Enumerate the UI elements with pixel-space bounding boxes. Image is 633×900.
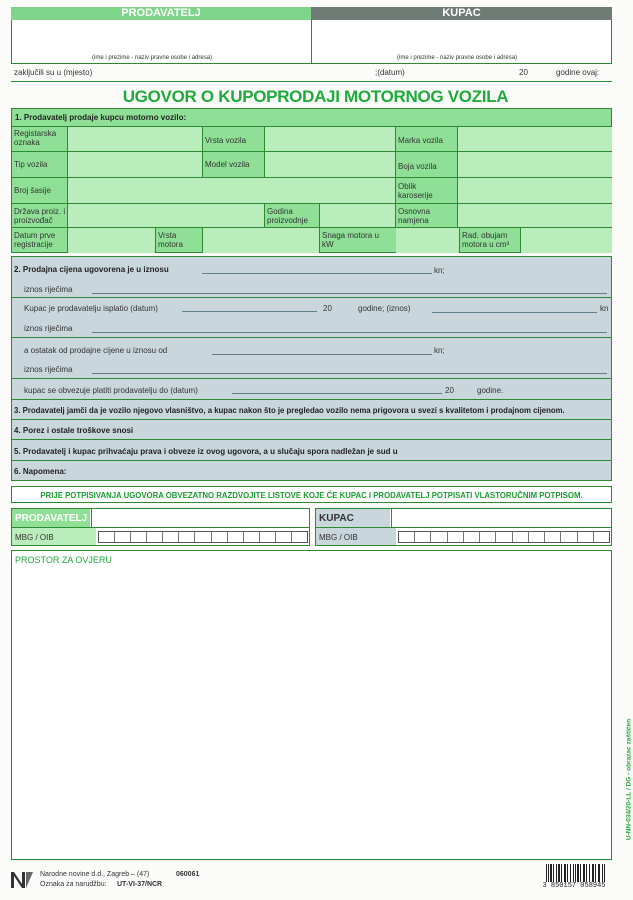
section4-text: 4. Porez i ostale troškove snosi (14, 426, 134, 435)
year-field[interactable] (320, 204, 395, 227)
paid-label: Kupac je prodavatelju isplatio (datum) (24, 304, 158, 313)
seller-mbg-label: MBG / OIB (15, 533, 54, 542)
section3-text: 3. Prodavatelj jamči da je vozilo njegovo vlasništvo, a kupac nakon što je pregledao vozilo nema prigovora u svezi s kvalitetom i prodajnom cijenom. (14, 406, 565, 415)
seller-caption: (ime i prezime - naziv pravne osobe i adresa) (92, 55, 213, 61)
words3-label: iznos riječima (24, 365, 73, 374)
section1-box (11, 108, 612, 253)
section2-box (11, 256, 612, 400)
buyer-mbg-label: MBG / OIB (319, 533, 358, 542)
type-label: Tip vozila (14, 160, 48, 169)
section6-box (11, 461, 612, 481)
volume-field[interactable] (521, 228, 612, 253)
section3-box (11, 400, 612, 420)
order-code: UT-VI-37/NCR (117, 881, 163, 888)
order-label: Oznaka za narudžbu: (40, 881, 107, 888)
words2-label: iznos riječima (24, 324, 73, 333)
registration-field[interactable] (68, 127, 202, 151)
note-field[interactable] (82, 463, 607, 477)
date-label: ;(datum) (375, 68, 405, 77)
year-suffix: godine ovaj: (556, 68, 600, 77)
notice-box (11, 486, 612, 503)
court-field[interactable] (452, 442, 607, 457)
model-label: Model vozila (205, 160, 250, 169)
chassis-field[interactable] (68, 178, 395, 203)
year-label: Godina proizvodnje (267, 207, 308, 225)
country-label: Država proiz. i proizvođač (14, 207, 66, 225)
seller-signature-label: PRODAVATELJ (15, 513, 88, 524)
paid-20: 20 (323, 304, 332, 313)
section1-heading: 1. Prodavatelj prodaje kupcu motorno vozilo: (15, 113, 187, 122)
first-reg-field[interactable] (68, 228, 155, 253)
make-label: Marka vozila (398, 136, 443, 145)
barcode-number: 3 850157 058945 (534, 882, 614, 890)
obliged-year: godine. (477, 386, 504, 395)
power-label: Snaga motora u kW (322, 231, 379, 249)
make-field[interactable] (458, 127, 612, 151)
concluded-row (11, 64, 612, 82)
paid-date-field[interactable] (182, 302, 317, 312)
chassis-label: Broj šasije (14, 186, 51, 195)
section4-box (11, 420, 612, 440)
type-field[interactable] (68, 152, 202, 177)
vehicle-kind-label: Vrsta vozila (205, 136, 247, 145)
section5-text: 5. Prodavatelj i kupac prihvaćaju prava i obveze iz ovog ugovora, a u slučaju spora nadležan je sud u (14, 447, 398, 456)
section2-heading: 2. Prodajna cijena ugovorena je u iznosu (14, 265, 169, 274)
buyer-caption: (ime i prezime - naziv pravne osobe i adresa) (397, 55, 518, 61)
kn3-label: kn; (434, 346, 445, 355)
obliged-date-field[interactable] (232, 384, 442, 394)
buyer-signature-field[interactable] (391, 509, 611, 527)
body-shape-field[interactable] (458, 178, 612, 203)
first-reg-label: Datum prve registracije (14, 231, 56, 249)
buyer-header-bar (311, 7, 612, 20)
buyer-mbg-input[interactable] (398, 531, 610, 543)
purpose-label: Osnovna namjena (398, 207, 431, 225)
color-field[interactable] (458, 152, 612, 177)
body-shape-label: Oblik karoserije (398, 182, 433, 200)
kn1-label: kn; (434, 266, 445, 275)
obliged-20: 20 (445, 386, 454, 395)
registration-label: Registarska oznaka (14, 129, 57, 147)
contract-title: UGOVOR O KUPOPRODAJI MOTORNOG VOZILA (122, 87, 509, 106)
volume-label: Rad. obujam motora u cm³ (462, 231, 510, 249)
verification-area[interactable] (11, 550, 612, 860)
publisher-code: 060061 (176, 871, 200, 878)
country-field[interactable] (68, 204, 264, 227)
purpose-field[interactable] (458, 204, 612, 227)
verification-label: PROSTOR ZA OVJERU (15, 555, 112, 565)
year-prefix: 20 (519, 68, 528, 77)
model-field[interactable] (265, 152, 395, 177)
seller-mbg-input[interactable] (98, 531, 308, 543)
tax-payer-field[interactable] (162, 422, 607, 436)
rest-label: a ostatak od prodajne cijene u iznosu od (24, 346, 168, 355)
color-label: Boja vozila (398, 162, 437, 171)
power-field[interactable] (396, 228, 459, 253)
seller-signature-box (11, 508, 310, 546)
words1-label: iznos riječima (24, 285, 73, 294)
seller-header-bar (11, 7, 311, 20)
buyer-signature-box (315, 508, 612, 546)
side-text: U-NN-034/20-LL / DG - obrazac zaštićen (625, 718, 633, 841)
buyer-header-title: KUPAC (442, 7, 481, 19)
vehicle-kind-field[interactable] (265, 127, 395, 151)
publisher-logo (10, 870, 34, 890)
buyer-signature-label: KUPAC (319, 513, 354, 524)
obliged-label: kupac se obvezuje platiti prodavatelju do (datum) (24, 386, 198, 395)
notice-text: PRIJE POTPISIVANJA UGOVORA OBVEZATNO RAZDVOJITE LISTOVE KOJE ĆE KUPAC I PRODAVATELJ POTPISATI VLASTORUČNIM POTPISOM. (40, 491, 583, 500)
seller-header-title: PRODAVATELJ (121, 7, 201, 19)
engine-kind-field[interactable] (203, 228, 319, 253)
concluded-in-label: zaključili su u (mjesto) (14, 68, 93, 77)
paid-amount-label: godine; (iznos) (358, 304, 411, 313)
engine-kind-label: Vrsta motora (158, 231, 183, 249)
publisher-text: Narodne novine d.d., Zagreb – (47) (40, 871, 150, 878)
nn-logo-icon (10, 870, 34, 890)
seller-signature-field[interactable] (91, 509, 309, 527)
section6-text: 6. Napomena: (14, 467, 67, 476)
section5-box (11, 440, 612, 461)
kn2-label: kn (600, 304, 609, 313)
parties-box (11, 20, 612, 64)
